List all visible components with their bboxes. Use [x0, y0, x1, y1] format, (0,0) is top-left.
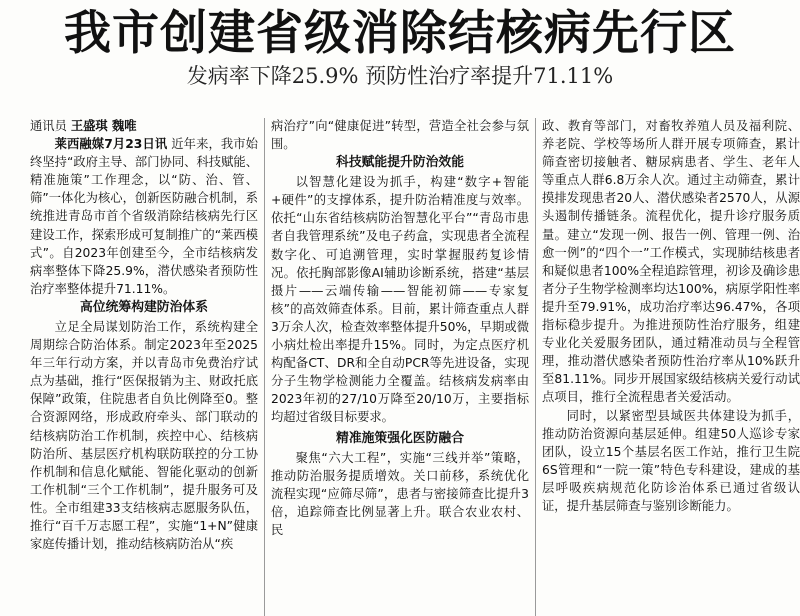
- section-heading: 高位统筹构建防治体系: [80, 299, 208, 315]
- paragraph-text: 近年来，我市始终坚持“政府主导、部门协同、科技赋能、精准施策”工作理念，以“防、治、管、筛”一体化为核心，创新医防融合机制，系统推进青岛市首个省级消除结核病先行区建设工作，探索形成可复制推广的“莱西模式”。自2023年创建至今，全市结核病发病率整体下降25.9%，潜伏感染者预防性治疗率整体提升71.11%。: [30, 137, 258, 296]
- article-column-3: [542, 117, 800, 515]
- byline-prefix: 通讯员: [30, 119, 67, 133]
- headline: 我市创建省级消除结核病先行区: [64, 6, 736, 61]
- byline-names: 王盛琪 魏唯: [70, 119, 137, 133]
- section-heading: 精准施策强化医防融合: [336, 430, 464, 446]
- lead-paragraph: [30, 135, 258, 298]
- paragraph: 以智慧化建设为抓手，构建“数字+智能+硬件”的支撑体系，提升防治精准度与效率。依托“山东省结核病防治智慧化平台”“青岛市患者自我管理系统”及电子药盒，实现患者全流程数字化、可追溯管理，实时掌握服药复诊情况。依托胸部影像AI辅助诊断系统，搭建“基层摄片——云端传输——智能初筛——专家复核”的高效筛查体系。目前，累计筛查重点人群3万余人次，检查效率整体提升50%，早期或微小病灶检出率提升15%。同时，为定点医疗机构配备CT、DR和全自动PCR等先进设备，实现分子生物学检测能力全覆盖。结核病发病率由2023年初的27/10万降至20/10万，主要指标均超过省级目标要求。: [271, 175, 529, 425]
- subheadline: 发病率下降25.9% 预防性治疗率提升71.11%: [186, 64, 614, 88]
- section-heading: 科技赋能提升防治效能: [336, 155, 464, 171]
- dateline: 莱西融媒7月23日讯: [54, 137, 168, 152]
- article-column-1: [30, 117, 258, 553]
- paragraph: 立足全局谋划防治工作，系统构建全周期综合防治体系。制定2023年至2025年三年行动方案，并以青岛市免费治疗试点为基础，推行“医保报销为主、财政托底保障”政策，住院患者自负比例降至0。整合资源网络，形成政府牵头、部门联动的结核病防治工作机制，疾控中心、结核病防治所、基层医疗机构联防联控的分工协作机制和信息化赋能、智能化驱动的创新工作机制“三个工作机制”，提升服务可及性。全市组建33支结核病志愿服务队伍，推行“百千万志愿工程”，实施“1+N”健康家庭传播计划，推动结核病防治从“疾: [30, 319, 258, 552]
- column-divider: [264, 118, 265, 616]
- paragraph: 聚焦“六大工程”，实施“三线并举”策略，推动防治服务提质增效。关口前移，系统优化流程实现“应筛尽筛”，患者与密接筛查比提升3倍，追踪筛查比例显著上升。联合农业农村、民: [271, 450, 529, 537]
- byline: [30, 117, 258, 135]
- paragraph: 病治疗”向“健康促进”转型，营造全社会参与氛围。: [271, 119, 529, 152]
- column-divider: [535, 118, 536, 616]
- paragraph: 同时，以紧密型县域医共体建设为抓手，推动防治资源向基层延伸。组建50人巡诊专家团队，设立15个基层名医工作站，推行卫生院6S管理和“一院一策”特色专科建设，建成的基层呼吸疾病规范化防诊治体系已通过省级认证，提升基层筛查与鉴别诊断能力。: [542, 408, 800, 513]
- article-column-2: [271, 117, 529, 539]
- paragraph: 政、教育等部门，对畜牧养殖人员及福利院、养老院、学校等场所人群开展专项筛查，累计筛查密切接触者、糖尿病患者、学生、老年人等重点人群6.8万余人次。通过主动筛查，累计摸排发现患者20人、潜伏感染者2570人，从源头遏制传播链条。流程优化，提升诊疗服务质量。建立“发现一例、报告一例、管理一例、治愈一例”的“四个一”工作模式，实现肺结核患者和疑似患者100%全程追踪管理，初诊及确诊患者分子生物学检测率均达100%，病原学阳性率提升至79.91%，成功治疗率达96.47%，各项指标稳步提升。为推进预防性治疗服务，组建专业化关爱服务团队，通过精准动员与全程管理，推动潜伏感染者预防性治疗率从10%跃升至81.11%。同步开展国家级结核病关爱行动试点项目，推行全流程患者关爱活动。: [542, 119, 800, 405]
